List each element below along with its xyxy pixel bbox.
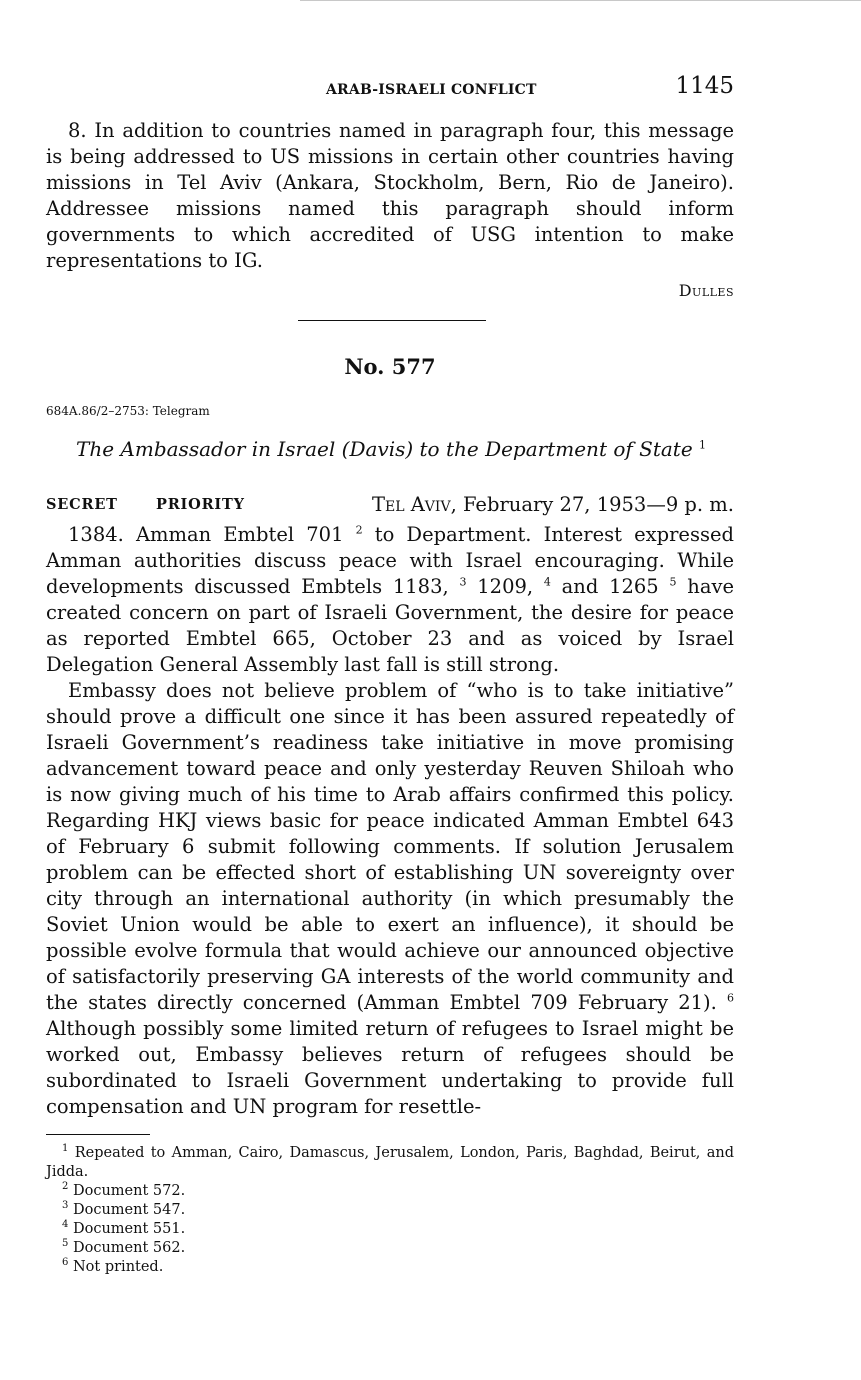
- footnote-text: Document 562.: [72, 1240, 186, 1256]
- footnote-mark: 5: [62, 1238, 69, 1250]
- footnote-text: Document 547.: [72, 1202, 186, 1218]
- footnote-mark: 4: [62, 1219, 69, 1231]
- body-paragraph-2: [46, 678, 734, 1120]
- footnote-mark: 3: [62, 1200, 69, 1212]
- document-number: No. 577: [344, 354, 436, 379]
- dateline: [372, 493, 734, 516]
- footnote-mark: 1: [62, 1143, 69, 1155]
- footnote-ref-1: 1: [699, 438, 707, 452]
- p1-text-d: and 1265: [561, 575, 659, 598]
- footnote-1: [46, 1144, 734, 1182]
- dateline-place: Tel Aviv: [372, 493, 451, 516]
- p2-text-a: Embassy does not believe problem of “who is to take initiative” should prove a difficult one since it has been assured repeatedly of Israeli Government’s readiness take initiative in move promising advancement toward peace and only yesterday Reuven Shiloah who is now giving much of his time to Arab affairs confirmed this policy. Regarding HKJ views basic for peace indicated Amman Embtel 643 of February 6 submit following comments. If solution Jerusalem problem can be effected short of establishing UN sovereignty over city through an international authority (in which presumably the Soviet Union would be able to exert an influence), it should be possible evolve formula that would achieve our announced objective of satisfactorily preserving GA interests of the world community and the states directly concerned (Amman Embtel 709 February 21).: [46, 679, 734, 1014]
- file-reference: 684A.86/2–2753: Telegram: [46, 404, 210, 418]
- section-divider: [298, 320, 486, 321]
- footnote-5: [46, 1239, 734, 1258]
- top-border-line: [300, 0, 861, 1]
- footnote-mark: 6: [62, 1257, 69, 1269]
- p2-text-b: Although possibly some limited return of refugees to Israel might be worked out, Embassy believes return of refugees should be subordinated to Israeli Government undertaking to provide full compensation and UN program for resettle-: [46, 1017, 734, 1118]
- p1-text-a: 1384. Amman Embtel 701: [68, 523, 344, 546]
- footnote-ref-5: 5: [669, 575, 677, 589]
- classification-label: SECRET: [46, 496, 118, 513]
- footnote-text: Document 551.: [72, 1221, 186, 1237]
- footnote-text: Document 572.: [72, 1183, 186, 1199]
- p1-text-c: 1209,: [477, 575, 534, 598]
- p1-text-b: to Department. Interest expressed Amman authorities discuss peace with Israel encouraging. While developments discussed Embtels 1183,: [46, 523, 734, 598]
- page-number: 1145: [675, 73, 734, 99]
- body-paragraph-1: [46, 522, 734, 678]
- footnote-text: Not printed.: [72, 1259, 164, 1275]
- footnote-4: [46, 1220, 734, 1239]
- telegram-heading: [46, 493, 734, 519]
- footnote-3: [46, 1201, 734, 1220]
- document-title-text: The Ambassador in Israel (Davis) to the Department of State: [76, 437, 693, 461]
- footnote-ref-2: 2: [355, 523, 363, 537]
- signature: Dulles: [678, 281, 734, 300]
- precedence-label: PRIORITY: [156, 496, 245, 513]
- previous-document-paragraph: 8. In addition to countries named in paragraph four, this message is being addressed to US missions in certain other countries having missions in Tel Aviv (Ankara, Stockholm, Bern, Rio de Janeiro). Addressee missions named this paragraph should inform governments to which accredited of USG intention to make representations to IG.: [46, 119, 734, 272]
- running-head: ARAB-ISRAELI CONFLICT: [326, 82, 537, 98]
- footnote-6: [46, 1258, 734, 1277]
- dateline-date: , February 27, 1953—9 p. m.: [450, 493, 734, 516]
- page-header: [46, 73, 734, 106]
- p1-text-e: have created concern on part of Israeli Government, the desire for peace as reported Embtel 665, October 23 and as voiced by Israel Delegation General Assembly last fall is still strong.: [46, 575, 735, 676]
- footnote-rule: [46, 1134, 150, 1135]
- footnotes: [46, 1144, 734, 1277]
- footnote-2: [46, 1182, 734, 1201]
- footnote-ref-4: 4: [543, 575, 551, 589]
- footnote-ref-6: 6: [727, 991, 734, 1005]
- footnote-mark: 2: [62, 1181, 69, 1193]
- document-title: [76, 437, 706, 461]
- footnote-ref-3: 3: [459, 575, 467, 589]
- footnote-text: Repeated to Amman, Cairo, Damascus, Jerusalem, London, Paris, Baghdad, Beirut, and Jidda.: [46, 1145, 734, 1180]
